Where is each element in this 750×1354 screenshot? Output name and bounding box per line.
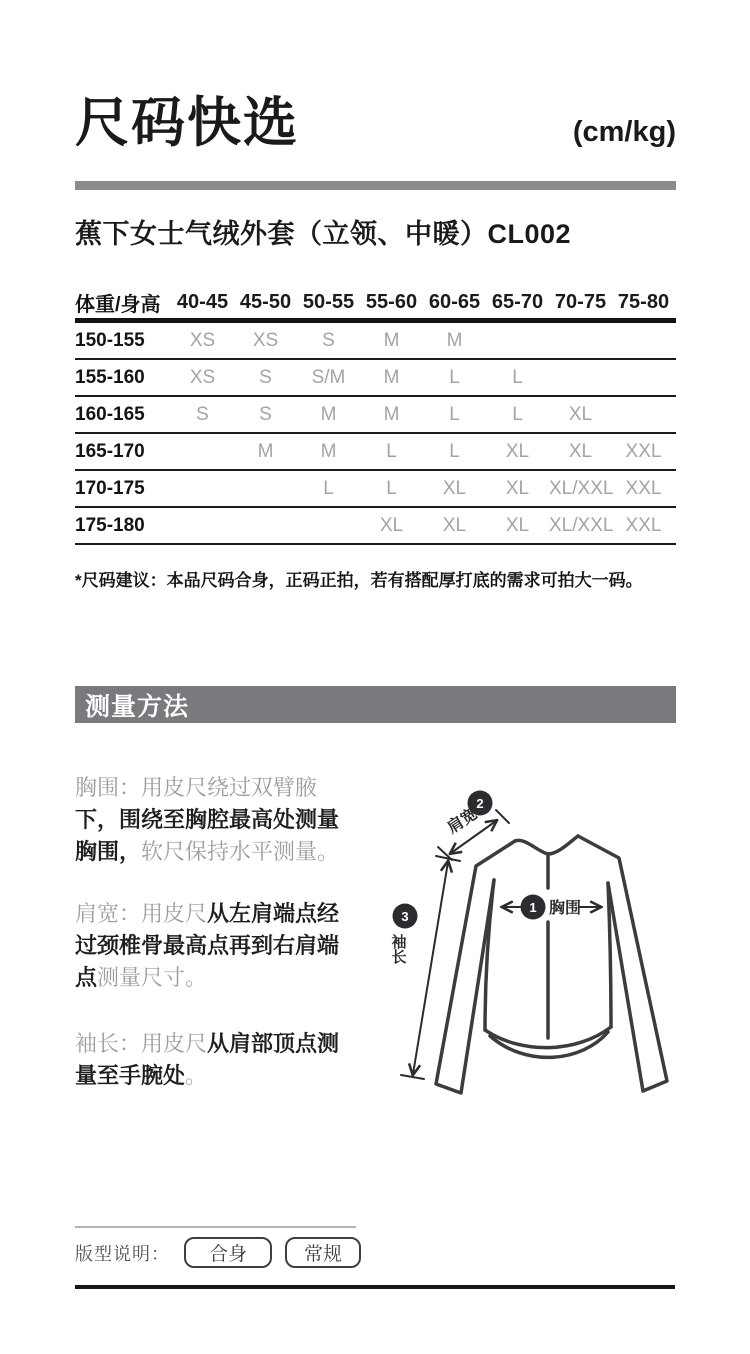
- size-cell: M: [383, 329, 400, 351]
- weight-column-header: 50-55: [302, 291, 355, 313]
- shoulder-diagram-label: 肩宽: [444, 805, 481, 838]
- jacket-outline: [436, 836, 667, 1093]
- size-cell: L: [386, 440, 397, 462]
- size-cell: S: [196, 403, 209, 425]
- size-table: [75, 287, 676, 545]
- chest-measure-text: [75, 772, 343, 868]
- size-table-header: [75, 287, 676, 323]
- size-suggestion-note: *尺码建议：本品尺码合身，正码正拍，若有搭配厚打底的需求可拍大一码。: [75, 571, 643, 590]
- title-divider-bar: [75, 181, 676, 190]
- size-cell: M: [320, 440, 337, 462]
- table-corner-header: 体重/身高: [75, 294, 161, 316]
- size-cell: XXL: [625, 440, 662, 462]
- unit-label: (cm/kg): [572, 116, 676, 149]
- height-row-label: 175-180: [75, 514, 145, 536]
- size-cell: XL: [379, 514, 404, 536]
- page-title: 尺码快选: [75, 93, 299, 153]
- sleeve-diagram-label: 袖长: [389, 934, 407, 964]
- size-cell: L: [386, 477, 397, 499]
- fit-description-label: 版型说明：: [75, 1243, 170, 1264]
- weight-column-header: 75-80: [617, 291, 670, 313]
- fit-option-regular-button[interactable]: 常规: [285, 1237, 361, 1268]
- size-cell: XL: [442, 514, 467, 536]
- size-cell: XXL: [625, 514, 662, 536]
- height-row-label: 170-175: [75, 477, 145, 499]
- size-cell: M: [257, 440, 274, 462]
- size-cell: L: [449, 440, 460, 462]
- size-cell: M: [320, 403, 337, 425]
- size-cell: L: [512, 403, 523, 425]
- table-row: [75, 397, 676, 434]
- size-cell: M: [383, 403, 400, 425]
- table-row: [75, 508, 676, 545]
- size-cell: L: [449, 403, 460, 425]
- size-cell: XXL: [625, 477, 662, 499]
- size-cell: M: [446, 329, 463, 351]
- height-row-label: 160-165: [75, 403, 145, 425]
- measurement-section-bar: [75, 686, 676, 723]
- size-cell: S: [322, 329, 335, 351]
- shoulder-text-bold: 从左肩端点经过颈椎骨最高点再到右肩端点: [75, 901, 340, 990]
- sleeve-text-gray-tail: 。: [185, 1063, 208, 1088]
- sleeve-text-bold: 从肩部顶点测量至手腕处: [75, 1031, 340, 1088]
- size-cell: S: [259, 366, 272, 388]
- sleeve-badge-number: 3: [401, 909, 409, 924]
- chest-diagram-label: 胸围: [549, 900, 582, 917]
- fit-option-slim-button[interactable]: 合身: [184, 1237, 272, 1268]
- size-cell: XL: [505, 440, 530, 462]
- size-cell: L: [449, 366, 460, 388]
- shoulder-text-gray-lead: 肩宽：用皮尺: [75, 901, 208, 926]
- product-name: 蕉下女士气绒外套（立领、中暖）CL002: [75, 219, 572, 249]
- measurement-section-title: 测量方法: [85, 692, 190, 721]
- chest-text-gray-lead: 胸围：用皮尺绕过双臂腋: [75, 775, 318, 800]
- bottom-divider-line: [75, 1285, 675, 1289]
- height-row-label: 155-160: [75, 366, 145, 388]
- height-row-label: 165-170: [75, 440, 145, 462]
- size-cell: XS: [252, 329, 279, 351]
- size-table-body: [75, 323, 676, 545]
- size-cell: XL: [568, 403, 593, 425]
- size-cell: XL: [505, 514, 530, 536]
- weight-column-header: 65-70: [491, 291, 544, 313]
- shoulder-measure-text: [75, 898, 343, 994]
- size-cell: XL: [505, 477, 530, 499]
- chest-text-gray-tail: 软尺保持水平测量。: [141, 839, 340, 864]
- chest-badge-number: 1: [529, 900, 537, 915]
- size-cell: XS: [189, 329, 216, 351]
- weight-column-header: 55-60: [365, 291, 418, 313]
- sleeve-text-gray-lead: 袖长：用皮尺: [75, 1031, 208, 1056]
- weight-column-header: 70-75: [554, 291, 607, 313]
- size-cell: XL: [568, 440, 593, 462]
- size-cell: XL: [442, 477, 467, 499]
- fit-description-row: [75, 1237, 676, 1268]
- table-row: [75, 323, 676, 360]
- size-cell: L: [323, 477, 334, 499]
- size-cell: XL/XXL: [549, 477, 614, 499]
- jacket-measurement-diagram: [372, 770, 702, 1110]
- header: [75, 94, 676, 153]
- size-cell: XS: [189, 366, 216, 388]
- table-row: [75, 471, 676, 508]
- size-cell: M: [383, 366, 400, 388]
- size-cell: XL/XXL: [549, 514, 614, 536]
- shoulder-text-gray-tail: 测量尺寸。: [97, 965, 208, 990]
- size-cell: L: [512, 366, 523, 388]
- weight-column-header: 60-65: [428, 291, 481, 313]
- sleeve-measure-text: [75, 1028, 343, 1092]
- chest-text-bold: 下，围绕至胸腔最高处测量胸围，: [75, 807, 340, 864]
- height-row-label: 150-155: [75, 329, 145, 351]
- weight-column-header: 40-45: [176, 291, 229, 313]
- shoulder-badge-number: 2: [476, 796, 484, 811]
- size-cell: S/M: [311, 366, 346, 388]
- footer-divider: [75, 1226, 356, 1228]
- table-row: [75, 360, 676, 397]
- size-cell: S: [259, 403, 272, 425]
- weight-column-header: 45-50: [239, 291, 292, 313]
- table-row: [75, 434, 676, 471]
